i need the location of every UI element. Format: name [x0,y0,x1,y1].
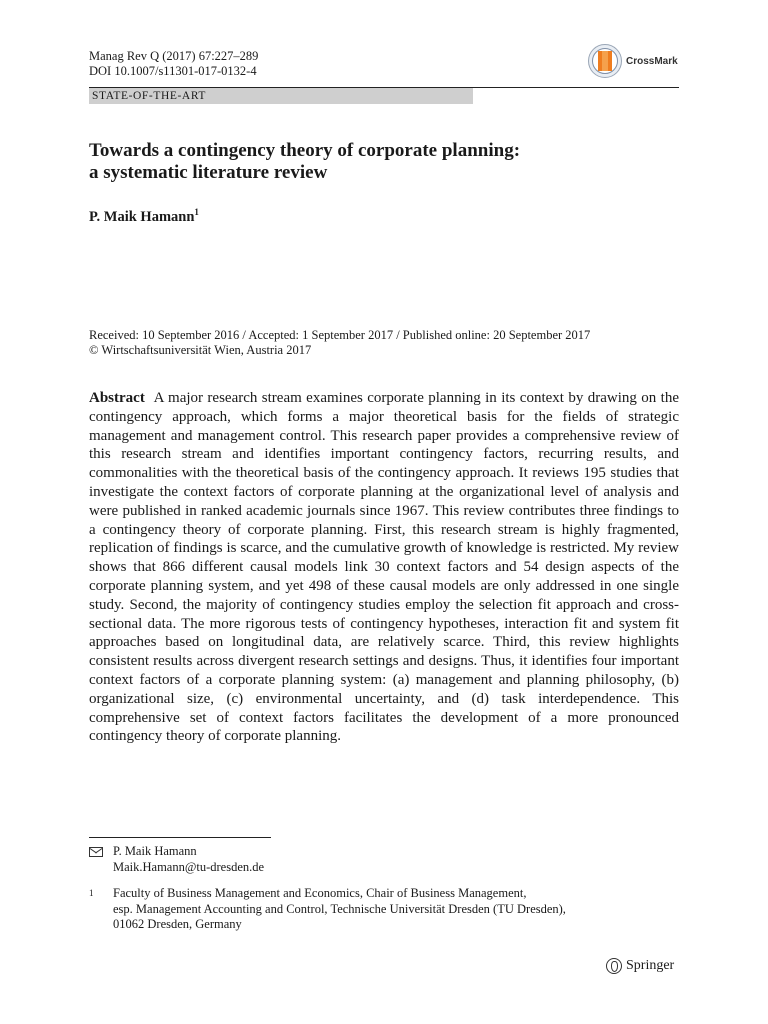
title-line-1: Towards a contingency theory of corporate planning: [89,140,521,161]
title-line-2: a systematic literature review [89,162,328,183]
crossmark-label: CrossMark [626,55,678,67]
correspondence-name: P. Maik Hamann [113,844,197,858]
abstract-label: Abstract [89,390,145,406]
affiliation-line-3: 01062 Dresden, Germany [113,917,242,931]
author [89,207,199,226]
citation-block [89,49,258,79]
affiliation [89,886,566,933]
springer-horse-icon [606,958,622,974]
copyright-line: © Wirtschaftsuniversität Wien, Austria 2017 [89,343,312,357]
crossmark-icon [588,44,622,78]
journal-citation: Manag Rev Q (2017) 67:227–289 [89,49,259,63]
author-affiliation-marker: 1 [194,207,199,217]
abstract [89,389,679,746]
dates-line: Received: 10 September 2016 / Accepted: 1 September 2017 / Published online: 20 September 2017 [89,328,591,342]
crossmark-badge[interactable] [588,43,688,79]
correspondence-email[interactable]: Maik.Hamann@tu-dresden.de [113,859,265,874]
affiliation-number: 1 [89,888,94,898]
publisher-name: Springer [626,958,675,973]
envelope-icon [89,847,103,857]
publication-history [89,328,590,358]
abstract-text: A major research stream examines corporate planning in its context by drawing on the contingency approach, which forms a major theoretical basis for the fields of strategic management and management control. This research paper provides a comprehensive review of this research stream and identifies important contingency factors, recurring results, and commonalities with the theoretical basis of the contingency approach. It reviews 195 studies that investigate the context factors of corporate planning at the organizational level of analysis and were published in ranked academic journals since 1967. This review contributes three findings to a contingency theory of corporate planning. First, this research stream is highly fragmented, replication of findings is scarce, and the cumulative growth of knowledge is restricted. My review shows that 866 different causal models link 30 context factors and 54 design aspects of the corporate planning system, and yet 498 of these causal models are only addressed in one single study. Second, the majority of contingency studies employ the selection fit approach and cross-sectional data. The more rigorous tests of contingency hypotheses, interaction fit and system fit approaches based on longitudinal data, are relatively scarce. Third, this review highlights consistent results across divergent research settings and designs. Thus, it identifies four important context factors of a corporate planning system: (a) management and planning philosophy, (b) organizational size, (c) environmental uncertainty, and (d) task interdependence. This comprehensive set of context factors facilitates the development of a more pronounced contingency theory of corporate planning. [89,390,680,745]
footnote-rule [89,837,271,838]
publisher-logo [606,958,674,974]
affiliation-line-2: esp. Management Accounting and Control, Technische Universität Dresden (TU Dresden), [113,901,566,916]
author-name: P. Maik Hamann [89,208,195,225]
affiliation-line-1: Faculty of Business Management and Economics, Chair of Business Management, [113,886,527,900]
doi[interactable]: DOI 10.1007/s11301-017-0132-4 [89,64,257,78]
article-title [89,140,679,184]
correspondence [89,844,264,875]
article-category: STATE-OF-THE-ART [89,88,473,104]
